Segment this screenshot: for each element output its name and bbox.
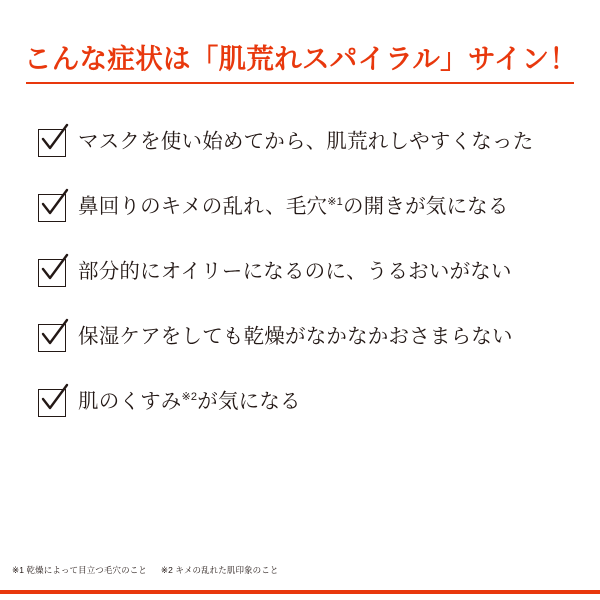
bottom-divider (0, 590, 600, 594)
list-item (38, 305, 578, 370)
footnote-2: ※2 キメの乱れた肌印象のこと (160, 565, 279, 575)
list-item (38, 110, 578, 175)
page-title: こんな症状は「肌荒れスパイラル」サイン！ (24, 43, 578, 74)
symptom-checklist (38, 110, 578, 435)
checkmark-icon (37, 318, 71, 352)
checkbox-4[interactable] (38, 324, 66, 352)
list-item-label: マスクを使い始めてから、肌荒れしやすくなった (78, 130, 534, 154)
checkmark-icon (37, 123, 71, 157)
checkbox-1[interactable] (38, 129, 66, 157)
checkbox-2[interactable] (38, 194, 66, 222)
list-item-label (78, 390, 301, 415)
checkbox-3[interactable] (38, 259, 66, 287)
footnotes (12, 564, 292, 576)
headline-divider (26, 82, 574, 84)
checkmark-icon (37, 253, 71, 287)
footnote-1: ※1 乾燥によって目立つ毛穴のこと (12, 565, 147, 575)
list-item-label (78, 195, 509, 220)
list-item-label-part: 鼻回りのキメの乱れ、毛穴 (78, 195, 328, 219)
list-item-label-part: 肌のくすみ (78, 390, 182, 414)
checkbox-5[interactable] (38, 389, 66, 417)
list-item-label-part: の開きが気になる (342, 195, 509, 219)
footnote-marker: ※1 (327, 196, 343, 209)
list-item (38, 370, 578, 435)
checkmark-icon (37, 383, 71, 417)
list-item (38, 240, 578, 305)
checkmark-icon (37, 188, 71, 222)
list-item (38, 175, 578, 240)
list-item-label: 部分的にオイリーになるのに、うるおいがない (78, 260, 512, 284)
list-item-label: 保湿ケアをしても乾燥がなかなかおさまらない (78, 325, 513, 349)
footnote-marker: ※2 (181, 391, 198, 404)
list-item-label-part: が気になる (197, 390, 301, 414)
